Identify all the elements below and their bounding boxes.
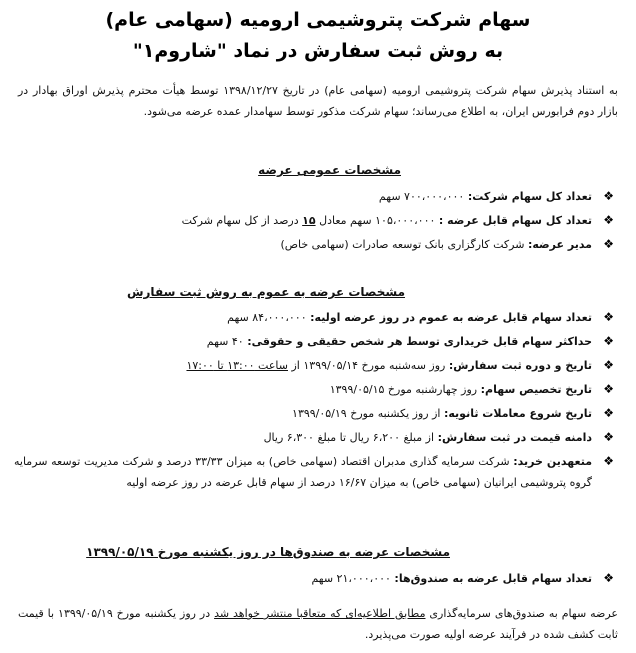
fund-shares-value: ۲۱،۰۰۰،۰۰۰ سهم <box>311 572 391 585</box>
list-item-manager <box>14 234 614 255</box>
section-general-heading: مشخصات عمومی عرضه <box>258 163 401 177</box>
order-period-value: روز سه‌شنبه مورخ ۱۳۹۹/۰۵/۱۴ از <box>288 359 446 372</box>
offered-shares-label: تعداد کل سهام قابل عرضه : <box>438 214 592 227</box>
list-item-max-purchase <box>14 331 614 352</box>
max-purchase-label: حداکثر سهام قابل خریداری توسط هر شخص حقیقی و حقوقی: <box>247 335 592 348</box>
closing-text-end: در روز یکشنبه مورخ ۱۳۹۹/۰۵/۱۹ با قیمت ثابت کشف شده در فرآیند عرضه اولیه صورت می‌پذیرد. <box>18 607 618 641</box>
diamond-bullet-icon: ❖ <box>603 213 614 227</box>
title-line-2: به روش ثبت سفارش در نماد "شاروم۱" <box>132 40 504 62</box>
secondary-start-label: تاریخ شروع معاملات ثانویه: <box>443 407 592 420</box>
section-public-heading: مشخصات عرضه به عموم به روش ثبت سفارش <box>126 285 405 299</box>
closing-text-underlined: مطابق اطلاعیه‌ای که متعاقبا منتشر خواهد شد <box>214 607 426 620</box>
price-range-value: از مبلغ ۶،۲۰۰ ریال تا مبلغ ۶،۳۰۰ ریال <box>263 431 435 444</box>
offered-shares-value-suffix: درصد از کل سهام شرکت <box>181 214 303 227</box>
secondary-start-value: از روز یکشنبه مورخ ۱۳۹۹/۰۵/۱۹ <box>292 407 441 420</box>
diamond-bullet-icon: ❖ <box>603 237 614 251</box>
order-period-label: تاریخ و دوره ثبت سفارش: <box>448 359 592 372</box>
intro-paragraph: به استناد پذیرش سهام شرکت پتروشیمی ارومیه (سهامی عام) در تاریخ ۱۳۹۸/۱۲/۲۷ توسط هیأت محترم پذیرش اوراق بهادار در بازار دوم فرابورس ایران، به اطلاع می‌رساند؛ سهام شرکت مذکور توسط سهامدار عمده عرضه می‌شود. <box>18 84 618 118</box>
total-shares-value: ۷۰۰،۰۰۰،۰۰۰ سهم <box>378 190 465 203</box>
list-item-total-shares <box>14 186 614 207</box>
list-item-price-range <box>14 427 614 448</box>
list-item-underwriters <box>14 451 614 493</box>
list-item-first-day-shares <box>14 307 614 328</box>
diamond-bullet-icon: ❖ <box>603 310 614 324</box>
list-item-offered-shares <box>14 210 614 231</box>
list-item-order-period <box>14 355 614 376</box>
max-purchase-value: ۴۰ سهم <box>206 335 244 348</box>
underwriters-value: شرکت سرمایه گذاری مدبران اقتصاد (سهامی خاص) به میزان ۳۳/۳۳ درصد و شرکت مدیریت توسعه سرمایه گروه پتروشیمی ایرانیان (سهامی خاص) به میزان ۱۶/۶۷ درصد از سهام قابل عرضه در روز عرضه اولیه <box>14 455 592 489</box>
manager-value: شرکت کارگزاری بانک توسعه صادرات (سهامی خاص) <box>280 238 525 251</box>
funds-offering-list <box>14 568 614 592</box>
order-period-time: ساعت ۱۳:۰۰ تا ۱۷:۰۰ <box>186 359 288 372</box>
price-range-label: دامنه قیمت در ثبت سفارش: <box>437 431 592 444</box>
offered-shares-value: ۱۰۵،۰۰۰،۰۰۰ سهم معادل <box>315 214 436 227</box>
manager-label: مدیر عرضه: <box>527 238 592 251</box>
diamond-bullet-icon: ❖ <box>603 358 614 372</box>
fund-shares-label: تعداد سهام قابل عرضه به صندوق‌ها: <box>394 572 592 585</box>
diamond-bullet-icon: ❖ <box>603 430 614 444</box>
list-item-secondary-start <box>14 403 614 424</box>
diamond-bullet-icon: ❖ <box>603 454 614 468</box>
closing-paragraph <box>18 603 618 645</box>
public-offering-list <box>14 307 614 496</box>
total-shares-label: تعداد کل سهام شرکت: <box>467 190 592 203</box>
first-day-shares-value: ۸۴،۰۰۰،۰۰۰ سهم <box>227 311 307 324</box>
diamond-bullet-icon: ❖ <box>603 406 614 420</box>
diamond-bullet-icon: ❖ <box>603 189 614 203</box>
diamond-bullet-icon: ❖ <box>603 382 614 396</box>
closing-text-start: عرضه سهام به صندوق‌های سرمایه‌گذاری <box>425 607 618 620</box>
diamond-bullet-icon: ❖ <box>603 334 614 348</box>
title-line-1: سهام شرکت پتروشیمی ارومیه (سهامی عام) <box>105 9 531 31</box>
list-item-allocation-date <box>14 379 614 400</box>
list-item-fund-shares <box>14 568 614 589</box>
allocation-date-value: روز چهارشنبه مورخ ۱۳۹۹/۰۵/۱۵ <box>329 383 478 396</box>
underwriters-label: متعهدین خرید: <box>513 455 593 468</box>
allocation-date-label: تاریخ تخصیص سهام: <box>480 383 592 396</box>
general-specs-list <box>14 186 614 258</box>
first-day-shares-label: تعداد سهام قابل عرضه به عموم در روز عرضه اولیه: <box>310 311 592 324</box>
offered-shares-percent: ۱۵ <box>302 214 316 227</box>
section-funds-heading: مشخصات عرضه به صندوق‌ها در روز یکشنبه مورخ ۱۳۹۹/۰۵/۱۹ <box>86 545 450 559</box>
diamond-bullet-icon: ❖ <box>603 571 614 585</box>
